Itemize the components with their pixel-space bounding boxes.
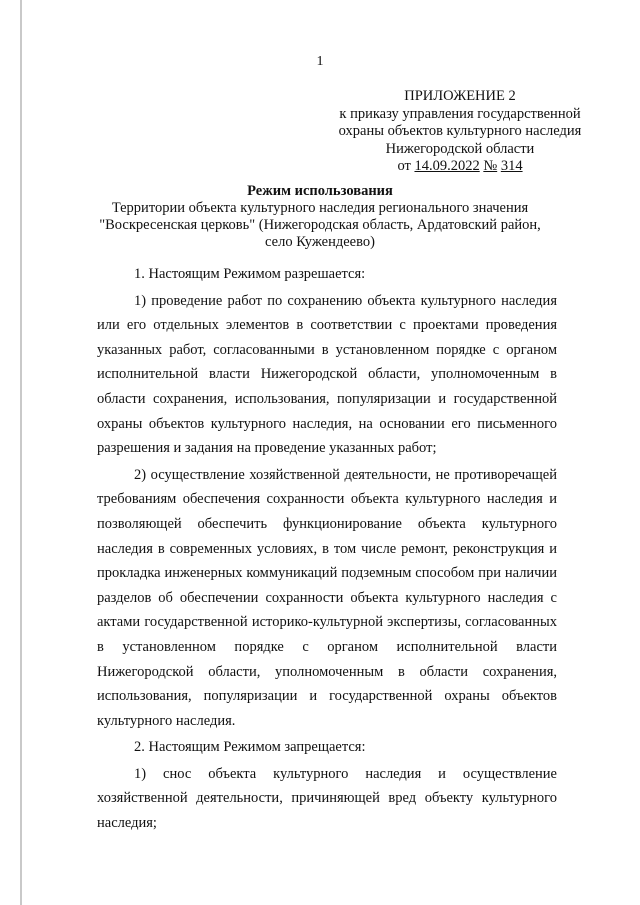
date-prefix: от: [397, 158, 411, 174]
paragraph: 2) осуществление хозяйственной деятельности, не противоречащей требованиям обеспечения сохранности объекта культурного наследия и позволяющей обеспечить функционирование объекта культурного наследия в современных условиях, в том числе ремонт, реконструкция и прокладка инженерных коммуникаций подземным способом при наличии разделов об обеспечении сохранности объекта культурного наследия с актами государственной историко-культурной экспертизы, согласованных в установленном порядке с органом исполнительной власти Нижегородской области, уполномоченным в области сохранения, использования, популяризации и государственной охраны объектов культурного наследия.: [97, 466, 557, 729]
appendix-line: к приказу управления государственной: [339, 105, 581, 122]
paragraph: 1. Настоящим Режимом разрешается:: [134, 266, 366, 282]
appendix-date-line: [320, 158, 600, 176]
order-number: 314: [500, 158, 523, 174]
document-title: Режим использования: [247, 183, 393, 199]
document-subtitle: [80, 200, 560, 251]
order-date: 14.09.2022: [414, 158, 480, 174]
appendix-line: Нижегородской области: [385, 140, 535, 157]
appendix-block: [320, 88, 600, 176]
appendix-line: охраны объектов культурного наследия: [338, 123, 582, 139]
paragraph: 2. Настоящим Режимом запрещается:: [134, 739, 366, 756]
subtitle-line: Территории объекта культурного наследия регионального значения: [111, 200, 529, 216]
appendix-title: ПРИЛОЖЕНИЕ 2: [404, 88, 516, 104]
subtitle-line: село Кужендеево): [265, 234, 375, 250]
document-body: [97, 262, 557, 838]
scan-edge: [20, 0, 22, 905]
subtitle-line: "Воскресенская церковь" (Нижегородская область, Ардатовский район,: [99, 217, 541, 233]
page-number: 1: [316, 54, 324, 69]
paragraph: 1) снос объекта культурного наследия и осуществление хозяйственной деятельности, причиняющей вред объекту культурного наследия;: [97, 765, 557, 832]
paragraph: 1) проведение работ по сохранению объекта культурного наследия или его отдельных элементов в соответствии с проектами проведения указанных работ, согласованными в установленном порядке с органом исполнительной власти Нижегородской области, уполномоченным в области сохранения, использования, популяризации и государственной охраны объектов культурного наследия, на основании его письменного разрешения и задания на проведение указанных работ;: [97, 292, 557, 457]
number-prefix: №: [483, 158, 498, 174]
